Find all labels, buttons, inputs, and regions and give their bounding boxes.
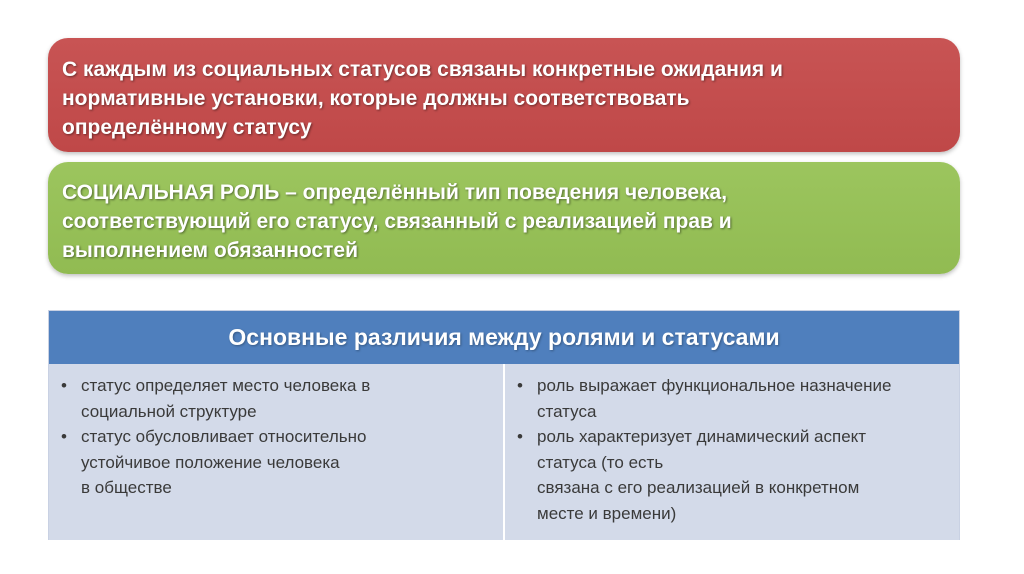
red-box-line: С каждым из социальных статусов связаны конкретные ожидания и — [62, 58, 783, 81]
list-item-line: месте и времени) — [537, 503, 677, 523]
list-item-line: социальной структуре — [81, 401, 257, 421]
list-item-line: статуса — [537, 401, 597, 421]
red-box-line: нормативные установки, которые должны соответствовать — [62, 87, 690, 110]
role-list — [515, 373, 949, 526]
list-item — [59, 373, 493, 424]
list-item-line: статуса (то есть — [537, 452, 664, 472]
green-box-line: выполнением обязанностей — [62, 239, 358, 262]
list-item — [515, 373, 949, 424]
list-item-line: • роль выражает функциональное назначение — [537, 376, 892, 395]
status-expectations-box — [48, 38, 960, 152]
red-box-line: определённому статусу — [62, 116, 312, 139]
list-item-line: устойчивое положение человека — [81, 452, 340, 472]
status-list — [59, 373, 493, 501]
list-item-line: в обществе — [81, 478, 172, 497]
table-header: Основные различия между ролями и статусами — [49, 311, 959, 364]
list-item-line: • статус определяет место человека в — [81, 376, 371, 395]
list-item-line: • роль характеризует динамический аспект — [537, 427, 867, 446]
list-item — [515, 424, 949, 526]
role-column — [505, 364, 959, 540]
social-role-definition-box — [48, 162, 960, 274]
list-item-line: связана с его реализацией в конкретном — [537, 478, 860, 497]
list-item-line: • статус обусловливает относительно — [81, 427, 367, 446]
differences-table — [48, 310, 960, 540]
list-item — [59, 424, 493, 501]
table-body — [49, 364, 959, 540]
green-box-line: СОЦИАЛЬНАЯ РОЛЬ – определённый тип поведения человека, — [62, 181, 728, 204]
green-box-line: соответствующий его статусу, связанный с реализацией прав и — [62, 210, 732, 233]
status-column — [49, 364, 505, 540]
